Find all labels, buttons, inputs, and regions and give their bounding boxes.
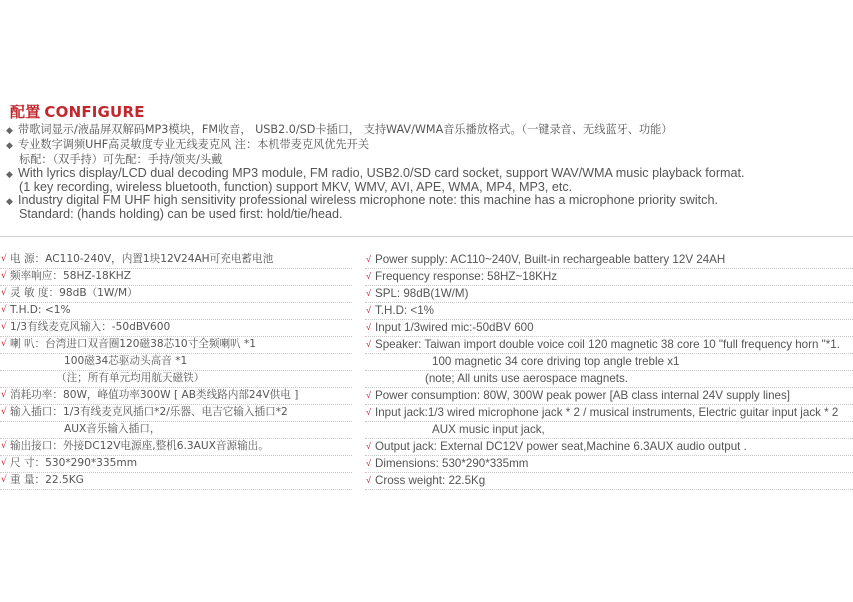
bullet-diamond-icon: ◆ xyxy=(6,196,13,206)
spec-row xyxy=(365,354,853,371)
spec-row xyxy=(0,422,352,439)
spec-text: Output jack: External DC12V power seat,Machine 6.3AUX audio output . xyxy=(375,440,747,453)
heading-cn: 配置 xyxy=(10,103,41,121)
checkmark-icon: √ xyxy=(366,407,371,417)
spec-row xyxy=(365,320,853,337)
spec-row xyxy=(0,473,352,490)
checkmark-icon: √ xyxy=(366,322,371,332)
checkmark-icon: √ xyxy=(366,305,371,315)
spec-row xyxy=(365,456,853,473)
checkmark-icon: √ xyxy=(1,458,7,468)
checkmark-icon: √ xyxy=(366,390,371,400)
spec-row xyxy=(365,337,853,354)
checkmark-icon: √ xyxy=(366,339,371,349)
spec-text: 灵 敏 度：98dB（1W/M） xyxy=(10,287,138,299)
checkmark-icon: √ xyxy=(1,271,7,281)
spec-list-chinese xyxy=(0,252,352,490)
checkmark-icon: √ xyxy=(1,254,7,264)
spec-row xyxy=(0,371,352,388)
spec-text: T.H.D: <1% xyxy=(375,304,434,317)
spec-text: Cross weight: 22.5Kg xyxy=(375,474,486,487)
checkmark-icon: √ xyxy=(366,475,371,485)
spec-text: （注；所有单元均用航天磁铁） xyxy=(56,372,205,384)
bullet-diamond-icon: ◆ xyxy=(6,141,13,151)
spec-row xyxy=(0,439,352,456)
spec-text: Dimensions: 530*290*335mm xyxy=(375,457,529,470)
intro-line xyxy=(6,167,846,181)
spec-list-english xyxy=(365,252,853,490)
top-divider xyxy=(0,236,853,237)
spec-text: 频率响应：58HZ-18KHZ xyxy=(10,270,131,282)
spec-row xyxy=(365,269,853,286)
spec-row xyxy=(0,286,352,303)
spec-row xyxy=(365,388,853,405)
spec-row xyxy=(0,252,352,269)
checkmark-icon: √ xyxy=(1,475,7,485)
checkmark-icon: √ xyxy=(366,458,371,468)
intro-text: 带歌词显示/液晶屏双解码MP3模块，FM收音， USB2.0/SD卡插口， 支持WAV/WMA音乐播放格式。（一键录音、无线蓝牙、功能） xyxy=(18,123,673,136)
bullet-diamond-icon: ◆ xyxy=(6,126,13,136)
spec-row xyxy=(0,269,352,286)
spec-text: 1/3有线麦克风输入：-50dBV600 xyxy=(10,321,171,333)
spec-text: 消耗功率：80W，峰值功率300W [ AB类线路内部24V供电 ] xyxy=(10,389,299,401)
checkmark-icon: √ xyxy=(366,254,371,264)
spec-row xyxy=(365,473,853,490)
spec-text: SPL: 98dB(1W/M) xyxy=(375,287,469,300)
intro-text: With lyrics display/LCD dual decoding MP3 module, FM radio, USB2.0/SD card socket, support WAV/WMA music playback format. xyxy=(18,166,745,180)
intro-line xyxy=(6,194,846,208)
intro-line xyxy=(6,138,846,153)
checkmark-icon: √ xyxy=(1,441,7,451)
intro-line xyxy=(6,153,846,167)
spec-text: 喇 叭：台湾进口双音圈120磁38芯10寸全频喇叭 *1 xyxy=(10,338,257,350)
intro-line xyxy=(6,208,846,221)
spec-text: 电 源：AC110-240V，内置1块12V24AH可充电蓄电池 xyxy=(10,253,274,265)
spec-text: 100 magnetic 34 core driving top angle treble x1 xyxy=(432,355,680,368)
checkmark-icon: √ xyxy=(1,322,7,332)
spec-text: 输出接口：外接DC12V电源座,整机6.3AUX音源输出。 xyxy=(10,440,269,452)
intro-text: (1 key recording, wireless bluetooth, function) support MKV, WMV, AVI, APE, WMA, MP4, MP3, etc. xyxy=(19,180,573,194)
spec-text: Power consumption: 80W, 300W peak power [AB class internal 24V supply lines] xyxy=(375,389,791,402)
spec-row xyxy=(0,337,352,354)
spec-text: 重 量：22.5KG xyxy=(10,474,84,486)
spec-row xyxy=(365,422,853,439)
spec-row xyxy=(365,303,853,320)
spec-row xyxy=(365,286,853,303)
heading-en: CONFIGURE xyxy=(44,103,145,121)
bullet-diamond-icon: ◆ xyxy=(6,169,13,179)
checkmark-icon: √ xyxy=(366,271,371,281)
checkmark-icon: √ xyxy=(366,441,371,451)
spec-text: 100磁34芯驱动头高音 *1 xyxy=(64,355,188,367)
intro-text: Industry digital FM UHF high sensitivity professional wireless microphone note: this machine has a microphone priority switch. xyxy=(18,193,718,207)
spec-text: AUX music input jack, xyxy=(432,423,545,436)
spec-row xyxy=(0,456,352,473)
spec-row xyxy=(0,405,352,422)
spec-text: 尺 寸：530*290*335mm xyxy=(10,457,138,469)
checkmark-icon: √ xyxy=(366,288,371,298)
spec-text: Frequency response: 58HZ~18KHz xyxy=(375,270,558,283)
spec-row xyxy=(365,371,853,388)
intro-text: Standard: (hands holding) can be used first: hold/tie/head. xyxy=(19,207,343,221)
spec-text: (note; All units use aerospace magnets. xyxy=(425,372,629,385)
intro-block xyxy=(6,123,846,221)
spec-row xyxy=(0,303,352,320)
spec-text: T.H.D: <1% xyxy=(10,304,71,316)
spec-row xyxy=(365,252,853,269)
checkmark-icon: √ xyxy=(1,288,7,298)
spec-text: Speaker: Taiwan import double voice coil 120 magnetic 38 core 10 "full frequency horn "*1. xyxy=(375,338,840,351)
spec-text: 输入插口：1/3有线麦克风插口*2/乐器、电吉它输入插口*2 xyxy=(10,406,288,418)
checkmark-icon: √ xyxy=(1,390,7,400)
spec-text: AUX音乐输入插口， xyxy=(64,423,161,435)
section-heading xyxy=(10,101,145,122)
checkmark-icon: √ xyxy=(1,305,7,315)
spec-row xyxy=(365,405,853,422)
spec-row xyxy=(0,354,352,371)
spec-row xyxy=(365,439,853,456)
spec-text: Power supply: AC110~240V, Built-in rechargeable battery 12V 24AH xyxy=(375,253,726,266)
spec-row xyxy=(0,388,352,405)
spec-text: Input 1/3wired mic:-50dBV 600 xyxy=(375,321,534,334)
spec-text: Input jack:1/3 wired microphone jack * 2 / musical instruments, Electric guitar input jack * 2 xyxy=(375,406,839,419)
checkmark-icon: √ xyxy=(1,339,7,349)
intro-text: 标配：（双手持）可先配：手持/领夹/头戴 xyxy=(19,153,223,166)
intro-line xyxy=(6,123,846,138)
checkmark-icon: √ xyxy=(1,407,7,417)
intro-text: 专业数字调频UHF高灵敏度专业无线麦克风 注：本机带麦克风优先开关 xyxy=(18,138,370,151)
spec-row xyxy=(0,320,352,337)
